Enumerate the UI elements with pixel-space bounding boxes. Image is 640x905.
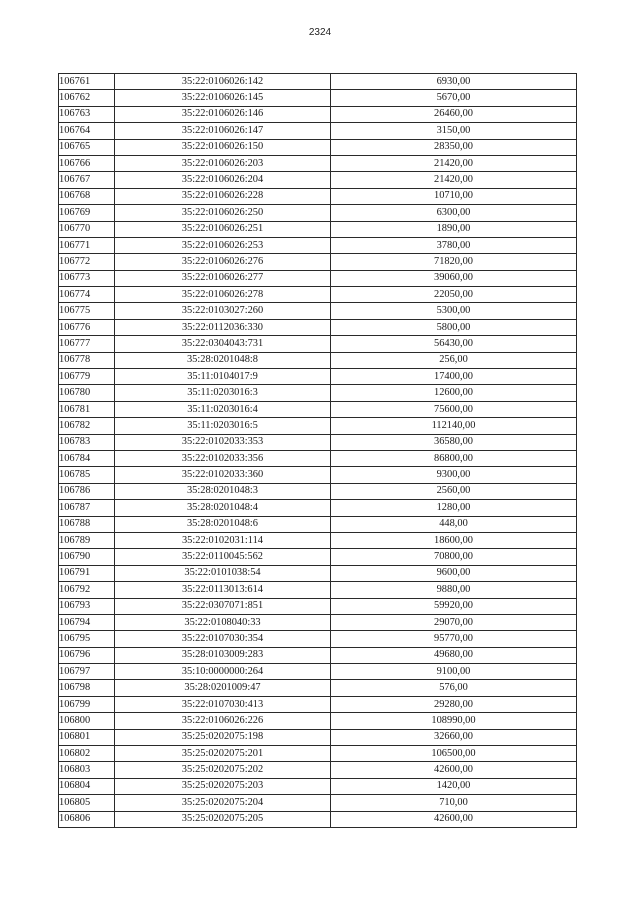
row-number-cell: 106795 <box>59 631 115 647</box>
cadastral-value-cell: 9600,00 <box>331 565 577 581</box>
cadastral-number-cell: 35:22:0307071:851 <box>115 598 331 614</box>
cadastral-value-cell: 6930,00 <box>331 74 577 90</box>
row-number-cell: 106779 <box>59 369 115 385</box>
cadastral-number-cell: 35:28:0201009:47 <box>115 680 331 696</box>
row-number-cell: 106802 <box>59 746 115 762</box>
row-number-cell: 106762 <box>59 90 115 106</box>
cadastral-number-cell: 35:22:0106026:142 <box>115 74 331 90</box>
cadastral-number-cell: 35:22:0103027:260 <box>115 303 331 319</box>
table-row <box>59 696 577 712</box>
row-number-cell: 106801 <box>59 729 115 745</box>
row-number-cell: 106775 <box>59 303 115 319</box>
table-row <box>59 74 577 90</box>
cadastral-number-cell: 35:25:0202075:198 <box>115 729 331 745</box>
cadastral-number-cell: 35:11:0104017:9 <box>115 369 331 385</box>
table-row <box>59 664 577 680</box>
cadastral-value-cell: 6300,00 <box>331 205 577 221</box>
cadastral-number-cell: 35:22:0108040:33 <box>115 614 331 630</box>
row-number-cell: 106803 <box>59 762 115 778</box>
cadastral-value-cell: 49680,00 <box>331 647 577 663</box>
row-number-cell: 106767 <box>59 172 115 188</box>
row-number-cell: 106768 <box>59 188 115 204</box>
table-row <box>59 418 577 434</box>
cadastral-value-cell: 18600,00 <box>331 532 577 548</box>
table-row <box>59 778 577 794</box>
cadastral-number-cell: 35:22:0106026:251 <box>115 221 331 237</box>
table-body <box>59 74 577 828</box>
cadastral-number-cell: 35:11:0203016:3 <box>115 385 331 401</box>
cadastral-number-cell: 35:22:0102033:356 <box>115 450 331 466</box>
table-row <box>59 336 577 352</box>
cadastral-value-cell: 5670,00 <box>331 90 577 106</box>
cadastral-number-cell: 35:22:0102033:353 <box>115 434 331 450</box>
cadastral-value-table <box>58 73 577 828</box>
table-row <box>59 614 577 630</box>
table-row <box>59 254 577 270</box>
cadastral-value-cell: 2560,00 <box>331 483 577 499</box>
row-number-cell: 106798 <box>59 680 115 696</box>
cadastral-value-cell: 1890,00 <box>331 221 577 237</box>
cadastral-number-cell: 35:28:0103009:283 <box>115 647 331 663</box>
row-number-cell: 106793 <box>59 598 115 614</box>
cadastral-number-cell: 35:22:0110045:562 <box>115 549 331 565</box>
row-number-cell: 106771 <box>59 237 115 253</box>
table-row <box>59 401 577 417</box>
cadastral-value-cell: 112140,00 <box>331 418 577 434</box>
cadastral-number-cell: 35:22:0106026:145 <box>115 90 331 106</box>
cadastral-value-cell: 39060,00 <box>331 270 577 286</box>
table-row <box>59 369 577 385</box>
table-row <box>59 319 577 335</box>
cadastral-number-cell: 35:22:0106026:228 <box>115 188 331 204</box>
cadastral-number-cell: 35:25:0202075:203 <box>115 778 331 794</box>
table-row <box>59 90 577 106</box>
cadastral-number-cell: 35:22:0106026:276 <box>115 254 331 270</box>
cadastral-value-cell: 42600,00 <box>331 762 577 778</box>
cadastral-value-cell: 108990,00 <box>331 713 577 729</box>
row-number-cell: 106772 <box>59 254 115 270</box>
cadastral-number-cell: 35:22:0107030:413 <box>115 696 331 712</box>
cadastral-number-cell: 35:28:0201048:4 <box>115 500 331 516</box>
cadastral-number-cell: 35:22:0106026:150 <box>115 139 331 155</box>
row-number-cell: 106804 <box>59 778 115 794</box>
cadastral-number-cell: 35:11:0203016:5 <box>115 418 331 434</box>
table-row <box>59 647 577 663</box>
cadastral-number-cell: 35:22:0102033:360 <box>115 467 331 483</box>
table-row <box>59 549 577 565</box>
cadastral-number-cell: 35:22:0106026:204 <box>115 172 331 188</box>
cadastral-value-cell: 95770,00 <box>331 631 577 647</box>
cadastral-number-cell: 35:22:0106026:253 <box>115 237 331 253</box>
table-row <box>59 172 577 188</box>
table-row <box>59 811 577 827</box>
table-row <box>59 565 577 581</box>
cadastral-value-cell: 3780,00 <box>331 237 577 253</box>
row-number-cell: 106791 <box>59 565 115 581</box>
row-number-cell: 106805 <box>59 795 115 811</box>
row-number-cell: 106766 <box>59 155 115 171</box>
table-row <box>59 631 577 647</box>
cadastral-number-cell: 35:22:0106026:250 <box>115 205 331 221</box>
cadastral-number-cell: 35:22:0106026:147 <box>115 123 331 139</box>
row-number-cell: 106778 <box>59 352 115 368</box>
cadastral-value-cell: 71820,00 <box>331 254 577 270</box>
cadastral-value-cell: 106500,00 <box>331 746 577 762</box>
table-row <box>59 188 577 204</box>
cadastral-number-cell: 35:22:0102031:114 <box>115 532 331 548</box>
row-number-cell: 106794 <box>59 614 115 630</box>
row-number-cell: 106776 <box>59 319 115 335</box>
cadastral-value-cell: 12600,00 <box>331 385 577 401</box>
table-row <box>59 680 577 696</box>
row-number-cell: 106783 <box>59 434 115 450</box>
cadastral-number-cell: 35:22:0107030:354 <box>115 631 331 647</box>
cadastral-value-cell: 56430,00 <box>331 336 577 352</box>
row-number-cell: 106773 <box>59 270 115 286</box>
table-row <box>59 434 577 450</box>
cadastral-value-cell: 32660,00 <box>331 729 577 745</box>
table-row <box>59 139 577 155</box>
cadastral-value-cell: 448,00 <box>331 516 577 532</box>
row-number-cell: 106797 <box>59 664 115 680</box>
row-number-cell: 106770 <box>59 221 115 237</box>
table-row <box>59 352 577 368</box>
table-row <box>59 237 577 253</box>
table-row <box>59 205 577 221</box>
cadastral-value-cell: 21420,00 <box>331 172 577 188</box>
row-number-cell: 106784 <box>59 450 115 466</box>
cadastral-number-cell: 35:22:0101038:54 <box>115 565 331 581</box>
row-number-cell: 106780 <box>59 385 115 401</box>
cadastral-number-cell: 35:22:0106026:278 <box>115 287 331 303</box>
table-row <box>59 746 577 762</box>
table-row <box>59 729 577 745</box>
table-row <box>59 516 577 532</box>
cadastral-value-cell: 29070,00 <box>331 614 577 630</box>
cadastral-number-cell: 35:25:0202075:205 <box>115 811 331 827</box>
row-number-cell: 106796 <box>59 647 115 663</box>
cadastral-value-cell: 28350,00 <box>331 139 577 155</box>
cadastral-value-cell: 9880,00 <box>331 582 577 598</box>
table-row <box>59 598 577 614</box>
cadastral-value-cell: 576,00 <box>331 680 577 696</box>
cadastral-number-cell: 35:22:0106026:146 <box>115 106 331 122</box>
row-number-cell: 106769 <box>59 205 115 221</box>
row-number-cell: 106782 <box>59 418 115 434</box>
table-row <box>59 303 577 319</box>
row-number-cell: 106800 <box>59 713 115 729</box>
cadastral-number-cell: 35:28:0201048:6 <box>115 516 331 532</box>
cadastral-value-cell: 75600,00 <box>331 401 577 417</box>
row-number-cell: 106786 <box>59 483 115 499</box>
table-row <box>59 467 577 483</box>
table-row <box>59 270 577 286</box>
table-row <box>59 762 577 778</box>
table-row <box>59 123 577 139</box>
table-row <box>59 500 577 516</box>
cadastral-value-cell: 21420,00 <box>331 155 577 171</box>
cadastral-value-cell: 9300,00 <box>331 467 577 483</box>
table-row <box>59 155 577 171</box>
cadastral-value-cell: 3150,00 <box>331 123 577 139</box>
cadastral-number-cell: 35:11:0203016:4 <box>115 401 331 417</box>
table-row <box>59 221 577 237</box>
cadastral-number-cell: 35:25:0202075:204 <box>115 795 331 811</box>
table-row <box>59 795 577 811</box>
cadastral-value-cell: 26460,00 <box>331 106 577 122</box>
cadastral-number-cell: 35:10:0000000:264 <box>115 664 331 680</box>
table-row <box>59 582 577 598</box>
cadastral-number-cell: 35:22:0112036:330 <box>115 319 331 335</box>
row-number-cell: 106799 <box>59 696 115 712</box>
cadastral-number-cell: 35:25:0202075:202 <box>115 762 331 778</box>
cadastral-number-cell: 35:28:0201048:3 <box>115 483 331 499</box>
row-number-cell: 106761 <box>59 74 115 90</box>
cadastral-value-cell: 9100,00 <box>331 664 577 680</box>
cadastral-value-cell: 22050,00 <box>331 287 577 303</box>
table-row <box>59 483 577 499</box>
cadastral-value-cell: 1280,00 <box>331 500 577 516</box>
cadastral-number-cell: 35:22:0113013:614 <box>115 582 331 598</box>
table-row <box>59 287 577 303</box>
cadastral-number-cell: 35:22:0106026:277 <box>115 270 331 286</box>
cadastral-value-cell: 42600,00 <box>331 811 577 827</box>
table-row <box>59 450 577 466</box>
cadastral-value-cell: 710,00 <box>331 795 577 811</box>
cadastral-value-cell: 256,00 <box>331 352 577 368</box>
row-number-cell: 106789 <box>59 532 115 548</box>
row-number-cell: 106787 <box>59 500 115 516</box>
row-number-cell: 106785 <box>59 467 115 483</box>
page-number: 2324 <box>308 27 332 38</box>
cadastral-number-cell: 35:22:0106026:226 <box>115 713 331 729</box>
cadastral-value-cell: 86800,00 <box>331 450 577 466</box>
cadastral-number-cell: 35:22:0106026:203 <box>115 155 331 171</box>
table-row <box>59 713 577 729</box>
row-number-cell: 106764 <box>59 123 115 139</box>
table-row <box>59 106 577 122</box>
cadastral-value-cell: 5800,00 <box>331 319 577 335</box>
row-number-cell: 106777 <box>59 336 115 352</box>
cadastral-value-cell: 10710,00 <box>331 188 577 204</box>
cadastral-number-cell: 35:28:0201048:8 <box>115 352 331 368</box>
row-number-cell: 106790 <box>59 549 115 565</box>
row-number-cell: 106788 <box>59 516 115 532</box>
row-number-cell: 106763 <box>59 106 115 122</box>
row-number-cell: 106774 <box>59 287 115 303</box>
cadastral-value-cell: 5300,00 <box>331 303 577 319</box>
cadastral-value-cell: 59920,00 <box>331 598 577 614</box>
cadastral-number-cell: 35:25:0202075:201 <box>115 746 331 762</box>
row-number-cell: 106781 <box>59 401 115 417</box>
row-number-cell: 106765 <box>59 139 115 155</box>
cadastral-value-cell: 1420,00 <box>331 778 577 794</box>
cadastral-value-cell: 17400,00 <box>331 369 577 385</box>
table-row <box>59 385 577 401</box>
cadastral-value-cell: 70800,00 <box>331 549 577 565</box>
row-number-cell: 106806 <box>59 811 115 827</box>
table-row <box>59 532 577 548</box>
cadastral-value-cell: 36580,00 <box>331 434 577 450</box>
row-number-cell: 106792 <box>59 582 115 598</box>
cadastral-number-cell: 35:22:0304043:731 <box>115 336 331 352</box>
cadastral-value-cell: 29280,00 <box>331 696 577 712</box>
